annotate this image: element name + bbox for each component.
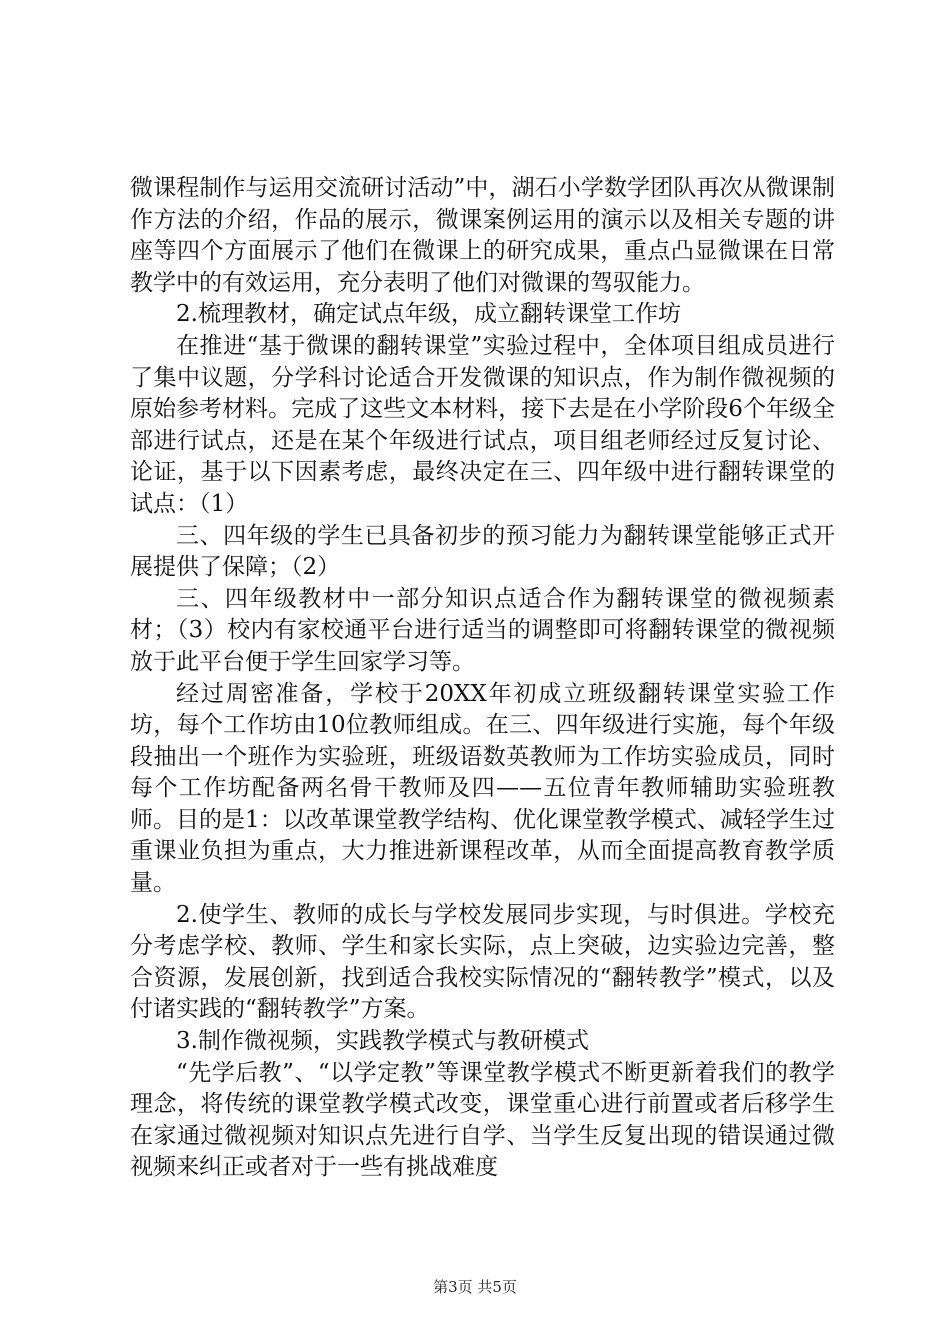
page-footer	[0, 1276, 950, 1297]
paragraph-1: 微课程制作与运用交流研讨活动”中，湖石小学数学团队再次从微课制作方法的介绍，作品的展示，微课案例运用的演示以及相关专题的讲座等四个方面展示了他们在微课上的研究成果，重点凸显微课在日常教学中的有效运用，充分表明了他们对微课的驾驭能力。	[130, 175, 835, 296]
paragraph-7: 2.使学生、教师的成长与学校发展同步实现，与时俱进。学校充分考虑学校、教师、学生和家长实际，点上突破，边实验边完善，整合资源，发展创新，找到适合我校实际情况的“翻转教学”模式，以及付诸实践的“翻转教学”方案。	[130, 901, 835, 1023]
paragraph-5: 三、四年级教材中一部分知识点适合作为翻转课堂的微视频素材；（3）校内有家校通平台进行适当的调整即可将翻转课堂的微视频放于此平台便于学生回家学习等。	[130, 585, 835, 675]
paragraph-6: 经过周密准备，学校于20XX年初成立班级翻转课堂实验工作坊，每个工作坊由10位教师组成。在三、四年级进行实施，每个年级段抽出一个班作为实验班，班级语数英教师为工作坊实验成员，同时每个工作坊配备两名骨干教师及四——五位青年教师辅助实验班教师。目的是1：以改革课堂教学结构、优化课堂教学模式、减轻学生过重课业负担为重点，大力推进新课程改革，从而全面提高教育教学质量。	[130, 680, 835, 897]
document-body	[130, 173, 835, 1184]
section-heading-2: 2.梳理教材，确定试点年级，成立翻转课堂工作坊	[176, 301, 681, 328]
page-indicator: 第3页 共5页	[433, 1278, 517, 1296]
paragraph-3: 在推进“基于微课的翻转课堂”实验过程中，全体项目组成员进行了集中议题，分学科讨论适合开发微课的知识点，作为制作微视频的原始参考材料。完成了这些文本材料，接下去是在小学阶段6个年级全部进行试点，还是在某个年级进行试点，项目组老师经过反复讨论、论证，基于以下因素考虑，最终决定在三、四年级中进行翻转课堂的试点：（1）	[130, 332, 835, 517]
paragraph-9: “先学后教”、“以学定教”等课堂教学模式不断更新着我们的教学理念，将传统的课堂教学模式改变，课堂重心进行前置或者后移学生在家通过微视频对知识点先进行自学、当学生反复出现的错误通过微视频来纠正或者对于一些有挑战难度	[130, 1059, 835, 1181]
section-heading-3: 3.制作微视频，实践教学模式与教研模式	[176, 1028, 589, 1055]
paragraph-4: 三、四年级的学生已具备初步的预习能力为翻转课堂能够正式开展提供了保障；（2）	[130, 522, 835, 581]
